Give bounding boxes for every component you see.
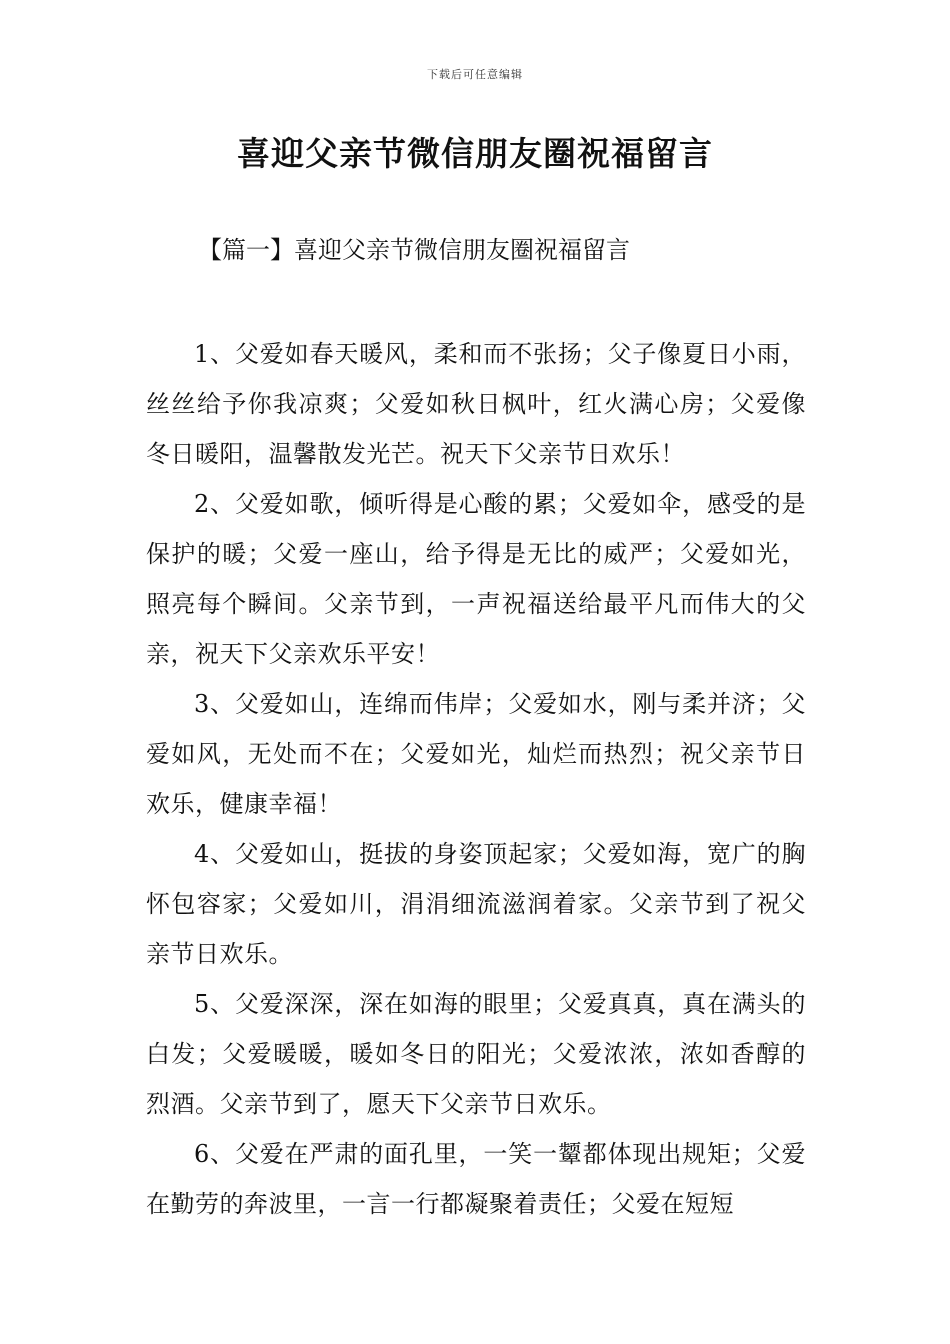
document-title: 喜迎父亲节微信朋友圈祝福留言 — [237, 134, 713, 173]
paragraph-3: 3、父爱如山，连绵而伟岸；父爱如水，刚与柔并济；父爱如风，无处而不在；父爱如光，灿烂而热烈；祝父亲节日欢乐，健康幸福！ — [146, 690, 806, 818]
paragraph-4: 4、父爱如山，挺拔的身姿顶起家；父爱如海，宽广的胸怀包容家；父爱如川，涓涓细流滋润着家。父亲节到了祝父亲节日欢乐。 — [146, 840, 806, 968]
paragraph-2: 2、父爱如歌，倾听得是心酸的累；父爱如伞，感受的是保护的暖；父爱一座山，给予得是无比的威严；父爱如光，照亮每个瞬间。父亲节到，一声祝福送给最平凡而伟大的父亲，祝天下父亲欢乐平安！ — [146, 490, 806, 668]
section-heading: 【篇一】喜迎父亲节微信朋友圈祝福留言 — [198, 236, 630, 264]
paragraph-1: 1、父爱如春天暖风，柔和而不张扬；父子像夏日小雨，丝丝给予你我凉爽；父爱如秋日枫叶，红火满心房；父爱像冬日暖阳，温馨散发光芒。祝天下父亲节日欢乐！ — [146, 340, 806, 468]
header-note: 下载后可任意编辑 — [427, 68, 523, 81]
paragraph-6: 6、父爱在严肃的面孔里，一笑一颦都体现出规矩；父爱在勤劳的奔波里，一言一行都凝聚着责任；父爱在短短 — [146, 1140, 806, 1218]
body-text — [146, 329, 806, 1229]
paragraph-5: 5、父爱深深，深在如海的眼里；父爱真真，真在满头的白发；父爱暖暖，暖如冬日的阳光；父爱浓浓，浓如香醇的烈酒。父亲节到了，愿天下父亲节日欢乐。 — [146, 990, 806, 1118]
